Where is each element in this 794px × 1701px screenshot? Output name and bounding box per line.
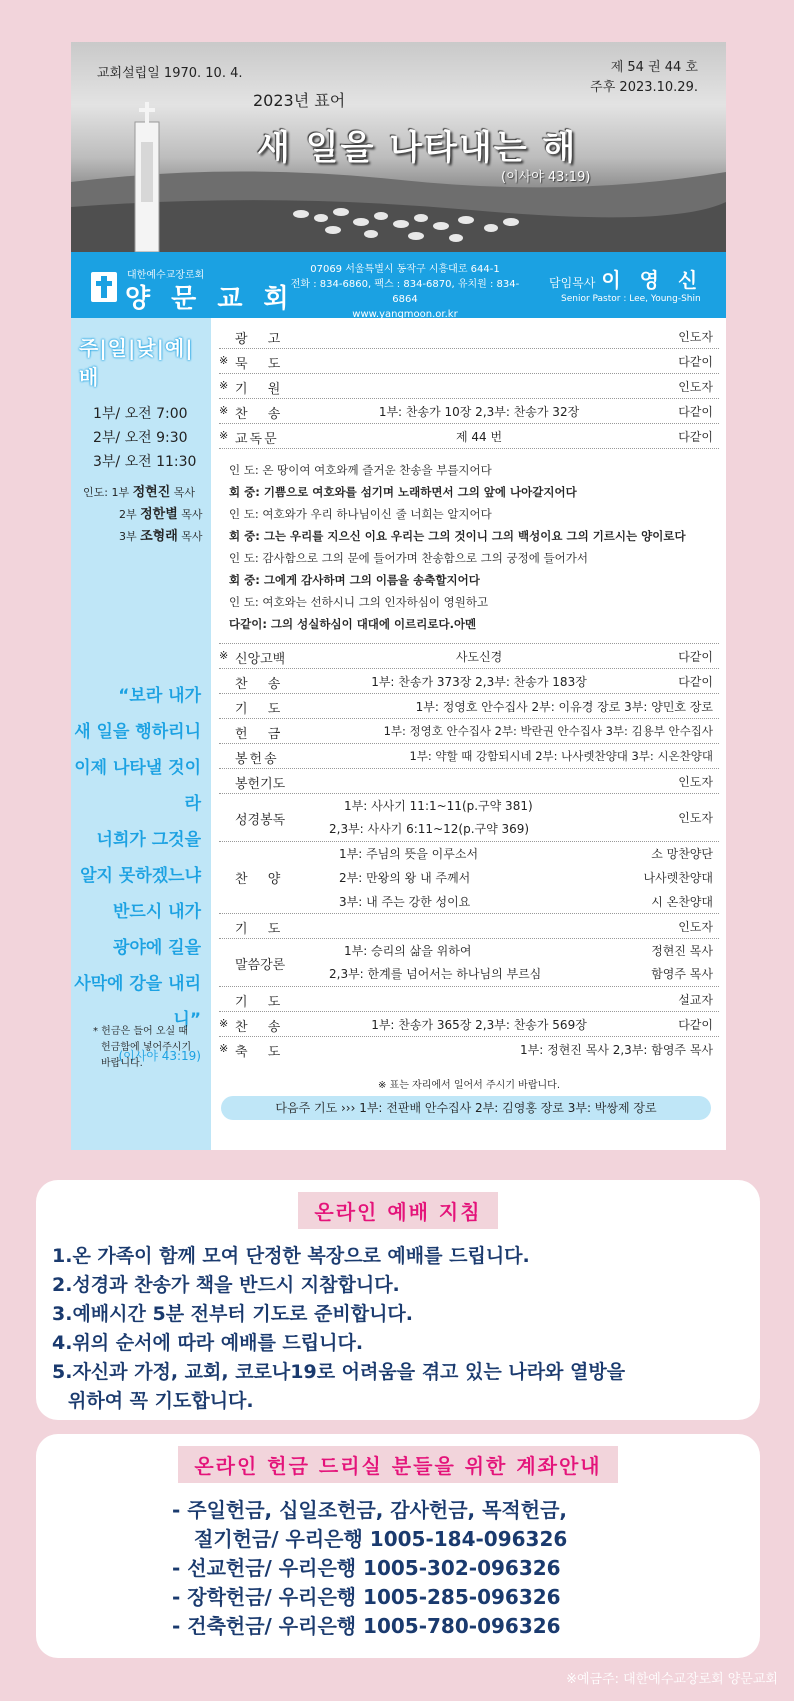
order-desc: 1부: 정영호 안수집사 2부: 박란권 안수집사 3부: 김용부 안수집사 (383, 724, 713, 738)
order-desc: 1부: 찬송가 10장 2,3부: 찬송가 32장 (378, 405, 580, 419)
reading-line: 인 도: 감사함으로 그의 문에 들어가며 찬송함으로 그의 궁정에 들어가서 (229, 551, 588, 565)
verse-line: 광야에 길을 (112, 938, 201, 958)
header-banner (71, 42, 726, 252)
stand-note: ※ 표는 자리에서 일어서 주시기 바랍니다. (377, 1080, 560, 1091)
reading-line: 인 도: 온 땅이여 여호와께 즐거운 찬송을 부를지어다 (229, 463, 492, 477)
verse-line: 새 일을 행하리니 (74, 722, 201, 742)
order-group-top (219, 324, 719, 449)
leader-prefix: 인도: 1부 (83, 486, 133, 499)
order-row-sermon (219, 939, 719, 987)
order-item: 신앙고백 (235, 652, 286, 667)
order-row (219, 399, 719, 424)
reading-line: 인 도: 여호와는 선하시니 그의 인자하심이 영원하고 (229, 595, 489, 609)
account-line: - 주일헌금, 십일조헌금, 감사헌금, 목적헌금, (172, 1498, 567, 1522)
stand-mark: ※ (219, 649, 229, 662)
stand-mark: ※ (219, 429, 229, 442)
stand-mark: ※ (219, 1017, 229, 1030)
scripture-verse (71, 678, 201, 1074)
order-group-bottom (219, 644, 719, 1062)
order-item: 광 고 (235, 332, 289, 347)
scripture-line: 2,3부: 사사기 6:11~12(p.구약 369) (329, 822, 530, 836)
order-leader: 다같이 (678, 405, 713, 419)
order-item: 교독문 (235, 432, 279, 447)
reading-line: 회 중: 기쁨으로 여호와를 섬기며 노래하면서 그의 앞에 나아갈지어다 (229, 485, 577, 499)
offering-title-text: 온라인 헌금 드리실 분들을 위한 계좌안내 (178, 1446, 617, 1483)
order-leader: 인도자 (678, 811, 713, 825)
order-row-anthem (219, 842, 719, 914)
order-item: 봉헌기도 (235, 777, 286, 792)
leader-line (83, 504, 203, 526)
order-row (219, 324, 719, 349)
order-row (219, 349, 719, 374)
order-leader: 다같이 (678, 355, 713, 369)
guide-item: 2.성경과 찬송가 책을 반드시 지참합니다. (52, 1274, 400, 1296)
offering-title (36, 1446, 760, 1483)
church-phones: 전화 : 834-6860, 팩스 : 834-6870, 유치원 : 834-6864 (290, 279, 520, 305)
church-address: 07069 서울특별시 동작구 시흥대로 644-1 (310, 264, 500, 275)
anthem-title: 1부: 주님의 뜻을 이루소서 (339, 847, 479, 861)
order-row (219, 1012, 719, 1037)
order-desc: 1부: 정영호 안수집사 2부: 이유경 장로 3부: 양민호 장로 (415, 700, 713, 714)
sermon-title: 2,3부: 한계를 넘어서는 하나님의 부르심 (329, 967, 542, 981)
order-desc: 1부: 찬송가 365장 2,3부: 찬송가 569장 (371, 1018, 587, 1032)
guide-item: 3.예배시간 5분 전부터 기도로 준비합니다. (52, 1303, 413, 1325)
order-leader: 인도자 (678, 330, 713, 344)
sidebar-title: 주|일|낮|예|배 (79, 336, 194, 389)
order-row (219, 424, 719, 449)
church-contact (285, 262, 525, 322)
offering-note (93, 1024, 191, 1072)
online-guide-card (36, 1180, 760, 1420)
order-leader: 1부: 정현진 목사 2,3부: 함영주 목사 (520, 1043, 713, 1057)
order-item: 축 도 (235, 1045, 289, 1060)
order-leader: 다같이 (678, 1018, 713, 1032)
order-item: 기 도 (235, 995, 289, 1010)
order-leader: 설교자 (678, 993, 713, 1007)
verse-reference: (이사야 43:19) (118, 1049, 201, 1063)
preacher: 함영주 목사 (651, 967, 713, 981)
account-list (172, 1496, 567, 1641)
order-desc: 제 44 번 (455, 430, 503, 444)
church-logo-icon (91, 268, 117, 302)
issue-info (590, 58, 698, 98)
leader-prefix: 2부 (119, 508, 141, 521)
order-item: 찬 송 (235, 407, 289, 422)
reading-line: 회 중: 그에게 감사하며 그의 이름을 송축할지어다 (229, 573, 480, 587)
order-desc: 사도신경 (455, 650, 503, 664)
order-of-worship (219, 324, 719, 1062)
order-leader: 다같이 (678, 430, 713, 444)
note-line: 헌금함에 넣어주시기 (101, 1042, 192, 1053)
service-time: 1부/ 오전 7:00 (93, 406, 188, 422)
bulletin-sheet (71, 42, 726, 1150)
church-website[interactable]: www.yangmoon.or.kr (352, 309, 458, 320)
sermon-title: 1부: 승리의 삶을 위하여 (344, 944, 472, 958)
online-guide-list (52, 1242, 752, 1416)
offering-account-card (36, 1434, 760, 1658)
leader-title: 목사 (177, 530, 203, 543)
pastor-english: Senior Pastor : Lee, Young-Shin (561, 294, 701, 304)
order-item: 성경봉독 (235, 813, 286, 828)
account-line: - 건축헌금/ 우리은행 1005-780-096326 (172, 1614, 561, 1638)
anthem-choir: 시 온찬양대 (651, 895, 713, 909)
order-row (219, 644, 719, 669)
church-info-band (71, 252, 726, 318)
verse-line: 너희가 그것을 (96, 830, 201, 850)
reading-line: 인 도: 여호와가 우리 하나님이신 줄 너희는 알지어다 (229, 507, 492, 521)
service-times (93, 402, 196, 474)
order-leader: 다같이 (678, 675, 713, 689)
guide-item: 1.온 가족이 함께 모여 단정한 복장으로 예배를 드립니다. (52, 1245, 530, 1267)
pastor-name: 이 영 신 (601, 268, 704, 292)
motto-year: 2023년 표어 (253, 91, 346, 110)
account-holder: ※예금주: 대한예수교장로회 양문교회 (566, 1672, 778, 1687)
guide-item: 5.자신과 가정, 교회, 코로나19로 어려움을 겪고 있는 나라와 열방을 (52, 1361, 626, 1383)
order-row (219, 374, 719, 399)
volume-number: 제 54 권 44 호 (610, 60, 698, 75)
guide-item: 위하여 꼭 기도합니다. (68, 1390, 254, 1412)
order-leader: 인도자 (678, 775, 713, 789)
bulletin-date: 주후 2023.10.29. (590, 80, 698, 95)
reading-line: 회 중: 그는 우리를 지으신 이요 우리는 그의 것이니 그의 백성이요 그의 기르시는 양이로다 (229, 529, 686, 543)
service-leaders (83, 482, 203, 548)
reading-line: 다같이: 그의 성실하심이 대대에 이르리로다.아멘 (229, 617, 477, 631)
order-row (219, 914, 719, 939)
anthem-choir: 소 망찬양단 (651, 847, 713, 861)
leader-title: 목사 (170, 486, 196, 499)
service-time: 3부/ 오전 11:30 (93, 454, 197, 470)
order-leader: 인도자 (678, 380, 713, 394)
next-week-prayer: 다음주 기도 ››› 1부: 전판배 안수집사 2부: 김영홍 장로 3부: 박쌍제 장로 (221, 1096, 711, 1120)
account-line: 절기헌금/ 우리은행 1005-184-096326 (194, 1527, 568, 1551)
order-item: 봉헌송 (235, 752, 279, 767)
verse-line: 알지 못하겠느냐 (80, 866, 201, 886)
responsive-reading (219, 449, 719, 644)
order-desc: 1부: 약할 때 강함되시네 2부: 나사렛찬양대 3부: 시온찬양대 (409, 749, 713, 763)
verse-line: 반드시 내가 (112, 902, 201, 922)
order-row-scripture (219, 794, 719, 842)
verse-line: “보라 내가 (118, 686, 201, 706)
account-line: - 장학헌금/ 우리은행 1005-285-096326 (172, 1585, 561, 1609)
order-row (219, 769, 719, 794)
anthem-choir: 나사렛찬양대 (643, 871, 713, 885)
stand-mark: ※ (219, 354, 229, 367)
order-item: 찬 송 (235, 1020, 289, 1035)
order-item: 기 도 (235, 702, 289, 717)
motto-title: 새 일을 나타내는 해 (257, 128, 578, 168)
scripture-line: 1부: 사사기 11:1~11(p.구약 381) (344, 799, 533, 813)
stand-mark: ※ (219, 404, 229, 417)
order-desc: 1부: 찬송가 373장 2,3부: 찬송가 183장 (371, 675, 587, 689)
verse-line: 사막에 강을 내리니” (74, 974, 201, 1030)
sidebar (71, 318, 211, 1150)
online-guide-title-text: 온라인 예배 지침 (298, 1192, 497, 1229)
preacher: 정현진 목사 (651, 944, 713, 958)
order-row (219, 669, 719, 694)
established-date: 교회설립일 1970. 10. 4. (97, 66, 243, 81)
church-tower-image (127, 102, 167, 252)
church-name: 양 문 교 회 (125, 284, 295, 314)
leader-line (83, 482, 203, 504)
pastor-label: 담임목사 (549, 276, 596, 290)
stand-mark: ※ (219, 1042, 229, 1055)
order-item: 기 도 (235, 922, 289, 937)
order-row (219, 744, 719, 769)
order-item: 말씀강론 (235, 958, 286, 973)
senior-pastor (549, 264, 703, 293)
note-line: * 헌금은 들어 오실 때 (93, 1026, 188, 1037)
leader-title: 목사 (177, 508, 203, 521)
denomination: 대한예수교장로회 (127, 270, 205, 281)
order-item: 헌 금 (235, 727, 289, 742)
anthem-title: 3부: 내 주는 강한 성이요 (339, 895, 471, 909)
order-leader: 인도자 (678, 920, 713, 934)
order-row (219, 987, 719, 1012)
note-line: 바랍니다. (101, 1058, 143, 1069)
leader-line (83, 526, 203, 548)
order-item: 찬 양 (235, 872, 289, 887)
service-time: 2부/ 오전 9:30 (93, 430, 188, 446)
stand-mark: ※ (219, 379, 229, 392)
account-line: - 선교헌금/ 우리은행 1005-302-096326 (172, 1556, 561, 1580)
order-item: 기 원 (235, 382, 289, 397)
order-leader: 다같이 (678, 650, 713, 664)
order-row (219, 1037, 719, 1062)
leader-prefix: 3부 (119, 530, 141, 543)
verse-line: 이제 나타낼 것이라 (74, 758, 201, 814)
order-item: 찬 송 (235, 677, 289, 692)
leader-name: 정한별 (140, 507, 178, 522)
guide-item: 4.위의 순서에 따라 예배를 드립니다. (52, 1332, 364, 1354)
leader-name: 조형래 (140, 529, 178, 544)
online-guide-title (36, 1192, 760, 1229)
motto-reference: (이사야 43:19) (501, 170, 591, 185)
order-row (219, 694, 719, 719)
leader-name: 정현진 (132, 485, 171, 500)
order-row (219, 719, 719, 744)
order-item: 묵 도 (235, 357, 289, 372)
anthem-title: 2부: 만왕의 왕 내 주께서 (339, 871, 471, 885)
